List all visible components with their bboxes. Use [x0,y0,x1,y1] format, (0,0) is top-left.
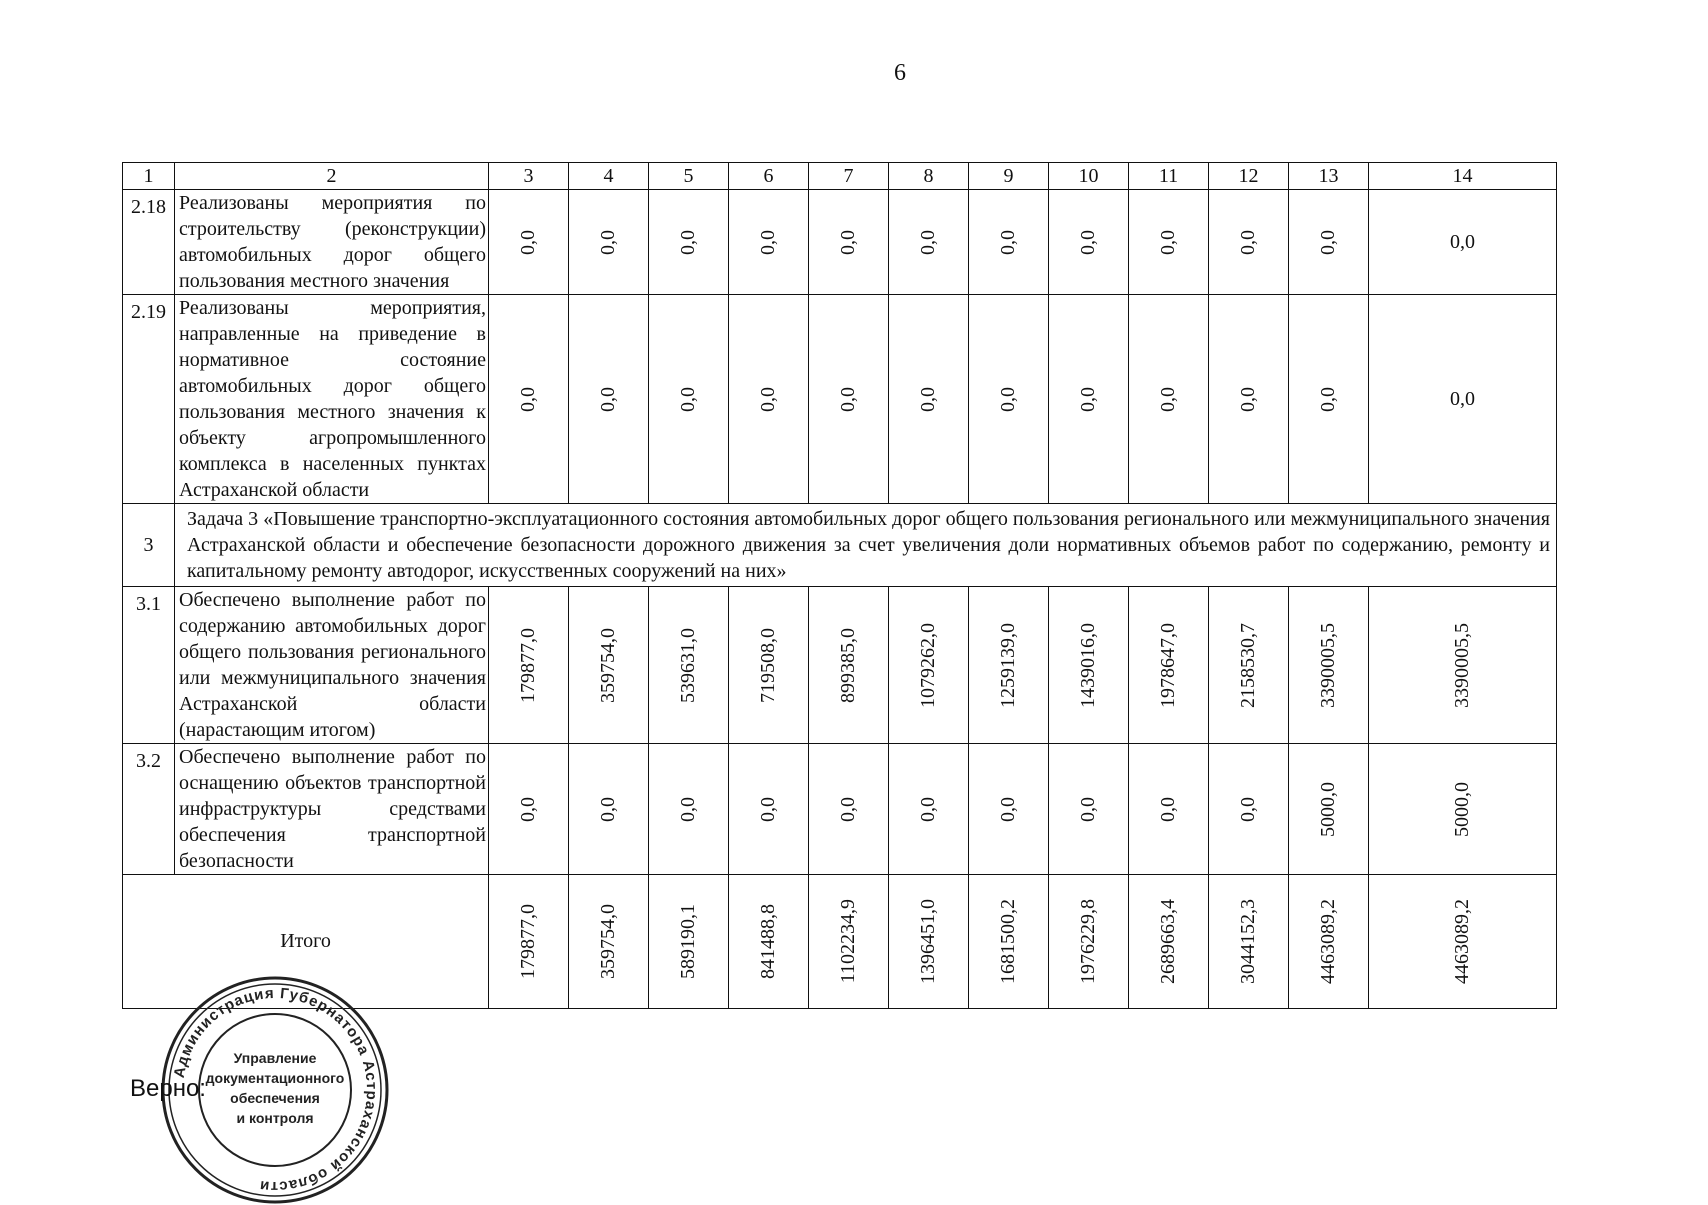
value-text: 0,0 [1237,386,1259,412]
total-value-text: 4463089,2 [1317,899,1339,984]
value-text: 0,0 [1317,229,1339,255]
value-cell [1049,190,1129,295]
value-cell [569,744,649,875]
task-number: 3 [123,504,175,587]
value-cell [889,744,969,875]
value-cell [569,587,649,744]
value-cell [1289,190,1369,295]
total-value-text: 2689663,4 [1157,899,1179,984]
value-text: 359754,0 [597,627,619,703]
value-text: 179877,0 [517,627,539,703]
value-cell [649,744,729,875]
total-value-cell [889,875,969,1009]
value-text: 0,0 [1077,386,1099,412]
column-header: 1 [123,163,175,190]
page-number: 6 [894,60,906,86]
grand-total-text: 4463089,2 [1451,899,1473,984]
value-text: 1978647,0 [1157,622,1179,708]
value-text: 0,0 [1077,229,1099,255]
task-row [123,504,1557,587]
total-value-cell [1209,875,1289,1009]
row-number: 3.1 [123,587,175,744]
value-text: 0,0 [757,796,779,822]
value-text: 1079262,0 [917,622,939,708]
value-cell [809,295,889,504]
value-cell [649,295,729,504]
value-cell [809,587,889,744]
indicator-table [122,162,1557,1009]
total-value-cell [649,875,729,1009]
row-description: Обеспечено выполнение работ по оснащению объектов транспортной инфраструктуры средствами обеспечения транспортной безопасности [175,744,489,875]
value-cell [1129,295,1209,504]
value-cell [649,190,729,295]
value-cell [569,295,649,504]
column-header: 13 [1289,163,1369,190]
total-cell: 0,0 [1369,295,1557,504]
total-value-cell [489,875,569,1009]
total-value-text: 589190,1 [677,904,699,979]
row-description: Реализованы мероприятия по строительству (реконструкции) автомобильных дорог общего пользования местного значения [175,190,489,295]
value-cell [1049,587,1129,744]
value-cell [1049,744,1129,875]
value-text: 0,0 [677,229,699,255]
column-header: 6 [729,163,809,190]
value-cell [809,744,889,875]
total-value-text: 1396451,0 [917,899,939,984]
svg-text:Администрация Губернатора Астр: Администрация Губернатора Астраханской области [170,984,381,1196]
document-table-wrapper [122,162,1557,1009]
value-text: 0,0 [917,386,939,412]
value-cell [889,295,969,504]
value-text: 539631,0 [677,627,699,703]
column-header: 10 [1049,163,1129,190]
value-cell [1209,295,1289,504]
total-value-cell [1289,875,1369,1009]
table-row [123,744,1557,875]
certification-note: Верно: [130,1075,206,1102]
total-value-text: 1102234,9 [837,899,859,984]
value-cell [569,190,649,295]
column-header: 8 [889,163,969,190]
column-header: 3 [489,163,569,190]
total-value-text: 1976229,8 [1077,899,1099,984]
column-number-row [123,163,1557,190]
table-row [123,295,1557,504]
value-text: 0,0 [997,229,1019,255]
value-text: 0,0 [1157,796,1179,822]
value-cell [1129,744,1209,875]
total-value-text: 179877,0 [517,904,539,979]
value-cell [729,190,809,295]
value-text: 0,0 [837,796,859,822]
total-value-cell [1049,875,1129,1009]
value-cell [1289,744,1369,875]
value-text: 0,0 [677,386,699,412]
value-text: 3390005,5 [1317,622,1339,708]
row-description: Обеспечено выполнение работ по содержанию автомобильных дорог общего пользования регионального или межмуниципального значения Астраханской области (нарастающим итогом) [175,587,489,744]
total-value-text: 841488,8 [757,904,779,979]
total-value-text: 359754,0 [597,904,619,979]
value-cell [489,295,569,504]
value-cell [969,744,1049,875]
value-cell [649,587,729,744]
total-value-cell [809,875,889,1009]
total-cell: 0,0 [1369,190,1557,295]
column-header: 5 [649,163,729,190]
value-cell [729,587,809,744]
svg-text:Управлениедокументационногообе: Управление документационного обеспечения и контроля [205,1050,345,1126]
value-cell [969,190,1049,295]
value-text: 0,0 [517,386,539,412]
total-cell [1369,587,1557,744]
value-text: 0,0 [1317,386,1339,412]
value-text: 0,0 [597,229,619,255]
column-header: 14 [1369,163,1557,190]
value-cell [1209,587,1289,744]
value-text: 1439016,0 [1077,622,1099,708]
total-value-cell [569,875,649,1009]
value-text: 899385,0 [837,627,859,703]
column-header: 7 [809,163,889,190]
value-cell [1129,190,1209,295]
value-cell [489,744,569,875]
total-value-cell [1129,875,1209,1009]
total-value-cell [729,875,809,1009]
column-header: 11 [1129,163,1209,190]
value-cell [1129,587,1209,744]
value-cell [809,190,889,295]
value-cell [969,295,1049,504]
value-cell [889,190,969,295]
value-text: 2158530,7 [1237,622,1259,708]
row-number: 2.18 [123,190,175,295]
value-text: 0,0 [1157,386,1179,412]
total-value-text: 3044152,3 [1237,899,1259,984]
table-row [123,190,1557,295]
value-text: 0,0 [1237,796,1259,822]
total-value-text: 1681500,2 [997,899,1019,984]
value-text: 0,0 [997,796,1019,822]
value-text: 0,0 [757,386,779,412]
value-cell [889,587,969,744]
value-text: 0,0 [1077,796,1099,822]
value-cell [729,295,809,504]
value-cell [1209,190,1289,295]
value-cell [969,587,1049,744]
value-cell [1289,295,1369,504]
grand-total-cell [1369,875,1557,1009]
column-header: 4 [569,163,649,190]
column-header: 2 [175,163,489,190]
value-cell [1209,744,1289,875]
total-cell [1369,744,1557,875]
row-number: 2.19 [123,295,175,504]
row-description: Реализованы мероприятия, направленные на приведение в нормативное состояние автомобильных дорог общего пользования местного значения к объекту агропромышленного комплекса в населенных пунктах Астраханской области [175,295,489,504]
table-row [123,587,1557,744]
total-text: 5000,0 [1451,781,1473,837]
total-text: 3390005,5 [1451,622,1473,708]
value-cell [489,190,569,295]
value-cell [489,587,569,744]
value-text: 0,0 [917,796,939,822]
value-text: 0,0 [757,229,779,255]
value-text: 719508,0 [757,627,779,703]
value-text: 0,0 [597,796,619,822]
value-text: 0,0 [1157,229,1179,255]
column-header: 12 [1209,163,1289,190]
value-cell [1289,587,1369,744]
value-cell [1049,295,1129,504]
value-text: 0,0 [837,229,859,255]
task-text: Задача 3 «Повышение транспортно-эксплуатационного состояния автомобильных дорог общего пользования регионального или межмуниципального значения Астраханской области и обеспечение безопасности дорожного движения за счет увеличения доли нормативных объемов работ по содержанию, ремонту и капитальному ремонту автодорог, искусственных сооружений на них» [175,504,1557,587]
value-text: 0,0 [517,796,539,822]
value-text: 0,0 [997,386,1019,412]
value-text: 0,0 [1237,229,1259,255]
value-text: 0,0 [837,386,859,412]
value-text: 1259139,0 [997,622,1019,708]
column-header: 9 [969,163,1049,190]
total-label: Итого [123,875,489,1009]
total-value-cell [969,875,1049,1009]
value-text: 0,0 [917,229,939,255]
row-number: 3.2 [123,744,175,875]
value-text: 0,0 [517,229,539,255]
value-text: 0,0 [597,386,619,412]
value-text: 5000,0 [1317,781,1339,837]
value-cell [729,744,809,875]
value-text: 0,0 [677,796,699,822]
